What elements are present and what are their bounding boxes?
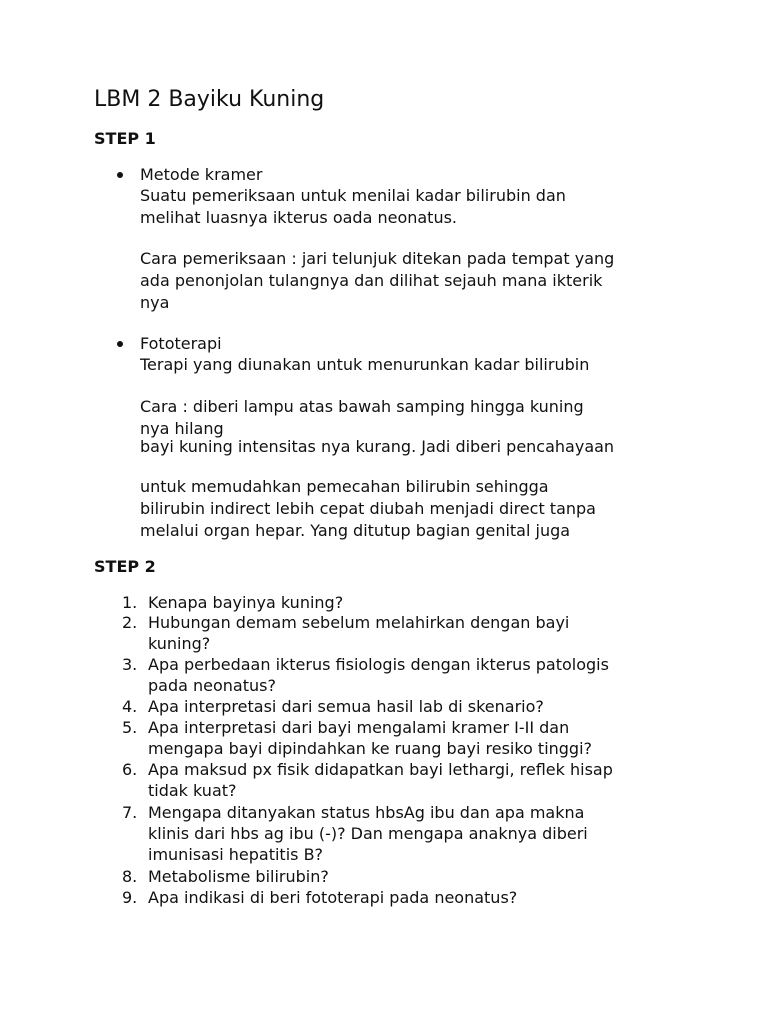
step2-heading: STEP 2	[94, 557, 156, 576]
question-number: 7.	[122, 803, 138, 822]
step1-heading: STEP 1	[94, 129, 156, 148]
question-text: Apa perbedaan ikterus fisiologis dengan ikterus patologis pada neonatus?	[148, 655, 609, 695]
question-text: Apa interpretasi dari semua hasil lab di skenario?	[148, 697, 544, 716]
question-number: 8.	[122, 867, 138, 886]
document-title: LBM 2 Bayiku Kuning	[94, 87, 325, 112]
question-number: 2.	[122, 613, 138, 632]
question-text: Mengapa ditanyakan status hbsAg ibu dan apa makna klinis dari hbs ag ibu (-)? Dan mengapa anaknya diberi imunisasi hepatitis B?	[148, 803, 588, 864]
question-number: 6.	[122, 760, 138, 779]
question-number: 4.	[122, 697, 138, 716]
fototerapi-extra-1: bayi kuning intensitas nya kurang. Jadi diberi pencahayaan	[140, 437, 615, 456]
bullet-icon	[117, 172, 123, 178]
question-text: Kenapa bayinya kuning?	[148, 593, 344, 612]
question-text: Apa interpretasi dari bayi mengalami kramer I-II dan mengapa bayi dipindahkan ke ruang bayi resiko tinggi?	[148, 718, 593, 758]
question-text: Apa indikasi di beri fototerapi pada neonatus?	[148, 888, 518, 907]
kramer-definition: Suatu pemeriksaan untuk menilai kadar bilirubin dan melihat luasnya ikterus oada neonatus.	[140, 186, 566, 227]
question-text: Apa maksud px fisik didapatkan bayi lethargi, reflek hisap tidak kuat?	[148, 760, 613, 800]
kramer-note: Cara pemeriksaan : jari telunjuk ditekan pada tempat yang ada penonjolan tulangnya dan dilihat sejauh mana ikterik nya	[140, 249, 615, 312]
bullet-term-kramer: Metode kramer	[140, 165, 263, 184]
fototerapi-extra-2: untuk memudahkan pemecahan bilirubin sehingga bilirubin indirect lebih cepat diubah menjadi direct tanpa melalui organ hepar. Yang ditutup bagian genital juga	[140, 477, 596, 540]
bullet-term-fototerapi: Fototerapi	[140, 334, 222, 353]
fototerapi-note: Cara : diberi lampu atas bawah samping hingga kuning nya hilang	[140, 397, 584, 438]
question-number: 3.	[122, 655, 138, 674]
question-number: 9.	[122, 888, 138, 907]
question-text: Metabolisme bilirubin?	[148, 867, 329, 886]
question-number: 5.	[122, 718, 138, 737]
fototerapi-definition: Terapi yang diunakan untuk menurunkan kadar bilirubin	[140, 355, 590, 374]
bullet-icon	[117, 341, 123, 347]
question-number: 1.	[122, 593, 138, 612]
question-text: Hubungan demam sebelum melahirkan dengan bayi kuning?	[148, 613, 570, 653]
